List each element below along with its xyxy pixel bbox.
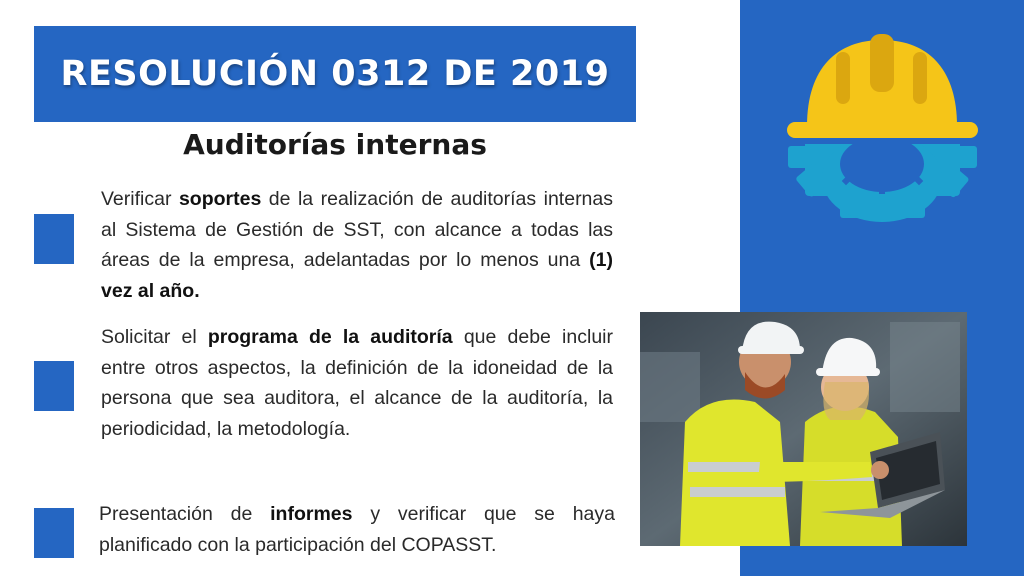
text-run: de la realización de auditorías internas al Sistema de Gestión de SST, con alcance a todas las áreas de la empresa, adelantadas por lo menos una (101, 188, 614, 271)
bold-text: (1) vez al año. (101, 249, 613, 302)
text-run: y verificar que se haya planificado con la participación del COPASST. (99, 503, 615, 556)
workers-with-laptop-photo (640, 312, 967, 546)
text-run: Presentación de (99, 503, 271, 525)
paragraph-programa (101, 322, 613, 444)
section-subtitle: Auditorías internas (183, 128, 487, 161)
paragraph-informes (99, 499, 615, 560)
title-banner (34, 26, 636, 122)
bullet-square-2 (34, 361, 74, 411)
bold-text: programa de la auditoría (207, 326, 453, 348)
bold-text: soportes (178, 188, 262, 210)
helmet-gear-icon (785, 28, 980, 228)
bold-text: informes (270, 503, 353, 525)
text-run: Verificar (101, 188, 179, 210)
page-title: RESOLUCIÓN 0312 DE 2019 (60, 54, 610, 94)
text-run: Solicitar el (101, 326, 208, 348)
bullet-square-3 (34, 508, 74, 558)
paragraph-soportes (101, 184, 613, 306)
bullet-square-1 (34, 214, 74, 264)
text-run: que debe incluir entre otros aspectos, la definición de la idoneidad de la persona que sea auditora, el alcance de la auditoría, la periodicidad, la metodología. (101, 326, 613, 440)
